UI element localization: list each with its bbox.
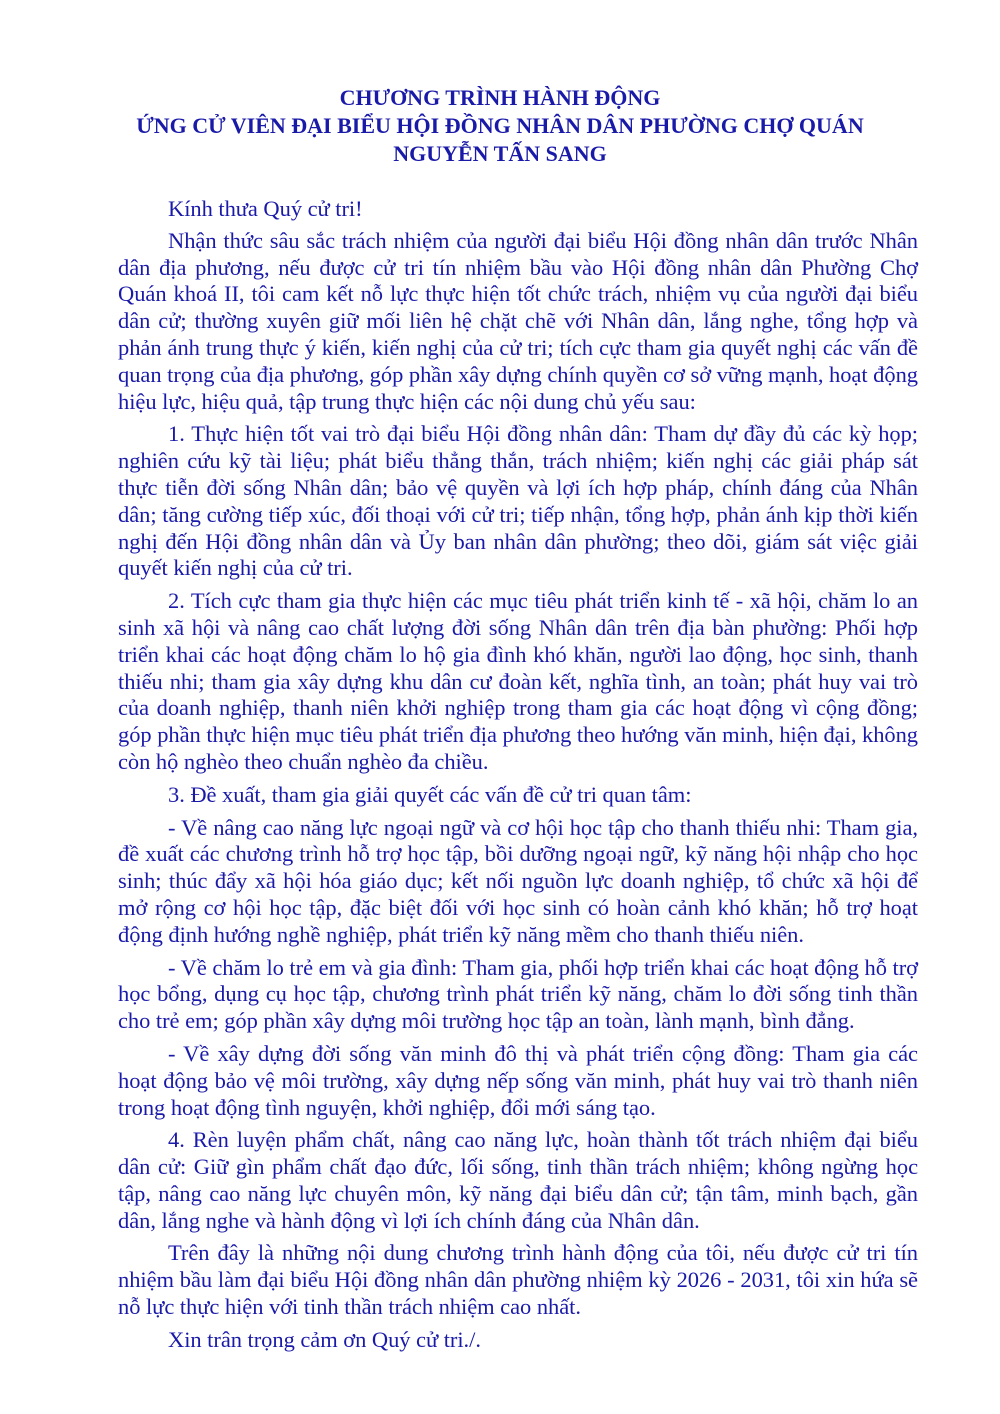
item-3c-paragraph: - Về xây dựng đời sống văn minh đô thị và phát triển cộng đồng: Tham gia các hoạt động bảo vệ môi trường, xây dựng nếp sống văn minh, phát huy vai trò thanh niên trong hoạt động tình nguyện, khởi nghiệp, đổi mới sáng tạo. bbox=[118, 1040, 918, 1120]
item-3b-paragraph: - Về chăm lo trẻ em và gia đình: Tham gia, phối hợp triển khai các hoạt động hỗ trợ học bổng, dụng cụ học tập, chương trình phát triển kỹ năng, chăm lo đời sống tinh thần cho trẻ em; góp phần xây dựng môi trường học tập an toàn, lành mạnh, bình đẳng. bbox=[118, 954, 918, 1034]
item-3-heading: 3. Đề xuất, tham gia giải quyết các vấn đề cử tri quan tâm: bbox=[168, 781, 692, 807]
intro-paragraph: Nhận thức sâu sắc trách nhiệm của người đại biểu Hội đồng nhân dân trước Nhân dân địa phương, nếu được cử tri tín nhiệm bầu vào Hội đồng nhân dân Phường Chợ Quán khoá II, tôi cam kết nỗ lực thực hiện tốt chức trách, nhiệm vụ của người đại biểu dân cử; thường xuyên giữ mối liên hệ chặt chẽ với Nhân dân, lắng nghe, tổng hợp và phản ánh trung thực ý kiến, kiến nghị của cử tri; tích cực tham gia quyết nghị các vấn đề quan trọng của địa phương, góp phần xây dựng chính quyền cơ sở vững mạnh, hoạt động hiệu lực, hiệu quả, tập trung thực hiện các nội dung chủ yếu sau: bbox=[118, 227, 918, 414]
closing-paragraph: Trên đây là những nội dung chương trình hành động của tôi, nếu được cử tri tín nhiệm bầu làm đại biểu Hội đồng nhân dân phường nhiệm kỳ 2026 - 2031, tôi xin hứa sẽ nỗ lực thực hiện với tinh thần trách nhiệm cao nhất. bbox=[118, 1240, 918, 1320]
item-1-paragraph: 1. Thực hiện tốt vai trò đại biểu Hội đồng nhân dân: Tham dự đầy đủ các kỳ họp; nghiên cứu kỹ tài liệu; phát biểu thẳng thắn, trách nhiệm; kiến nghị các giải pháp sát thực tiễn đời sống Nhân dân; bảo vệ quyền và lợi ích hợp pháp, chính đáng của Nhân dân; tăng cường tiếp xúc, đối thoại với cử tri; tiếp nhận, tổng hợp, phản ánh kịp thời kiến nghị đến Hội đồng nhân dân và Ủy ban nhân dân phường; theo dõi, giám sát việc giải quyết kiến nghị của cử tri. bbox=[118, 421, 918, 581]
title-line-3: NGUYỄN TẤN SANG bbox=[393, 141, 607, 166]
item-2-paragraph: 2. Tích cực tham gia thực hiện các mục tiêu phát triển kinh tế - xã hội, chăm lo an sinh xã hội và nâng cao chất lượng đời sống Nhân dân trên địa bàn phường: Phối hợp triển khai các hoạt động chăm lo hộ gia đình khó khăn, người lao động, học sinh, thanh thiếu nhi; tham gia xây dựng khu dân cư đoàn kết, nghĩa tình, an toàn; phát huy vai trò của doanh nghiệp, thanh niên khởi nghiệp trong tham gia các hoạt động vì cộng đồng; góp phần thực hiện mục tiêu phát triển địa phương theo hướng văn minh, hiện đại, không còn hộ nghèo theo chuẩn nghèo đa chiều. bbox=[118, 588, 918, 774]
document-title bbox=[82, 84, 918, 168]
thanks-line: Xin trân trọng cảm ơn Quý cử tri./. bbox=[168, 1326, 481, 1352]
greeting: Kính thưa Quý cử tri! bbox=[168, 196, 363, 221]
title-line-2: ỨNG CỬ VIÊN ĐẠI BIỂU HỘI ĐỒNG NHÂN DÂN PHƯỜNG CHỢ QUÁN bbox=[136, 113, 864, 138]
item-4-paragraph: 4. Rèn luyện phẩm chất, nâng cao năng lực, hoàn thành tốt trách nhiệm đại biểu dân cử: Giữ gìn phẩm chất đạo đức, lối sống, tinh thần trách nhiệm; không ngừng học tập, nâng cao năng lực chuyên môn, kỹ năng đại biểu dân cử; tận tâm, minh bạch, gần dân, lắng nghe và hành động vì lợi ích chính đáng của Nhân dân. bbox=[118, 1127, 918, 1233]
title-line-1: CHƯƠNG TRÌNH HÀNH ĐỘNG bbox=[339, 85, 661, 110]
item-3a-paragraph: - Về nâng cao năng lực ngoại ngữ và cơ hội học tập cho thanh thiếu nhi: Tham gia, đề xuất các chương trình hỗ trợ học tập, bồi dưỡng ngoại ngữ, kỹ năng hội nhập cho học sinh; thúc đẩy xã hội hóa giáo dục; kết nối nguồn lực doanh nghiệp, tổ chức xã hội để mở rộng cơ hội học tập, đặc biệt đối với học sinh có hoàn cảnh khó khăn; hỗ trợ hoạt động định hướng nghề nghiệp, phát triển kỹ năng mềm cho thanh thiếu niên. bbox=[118, 814, 918, 947]
